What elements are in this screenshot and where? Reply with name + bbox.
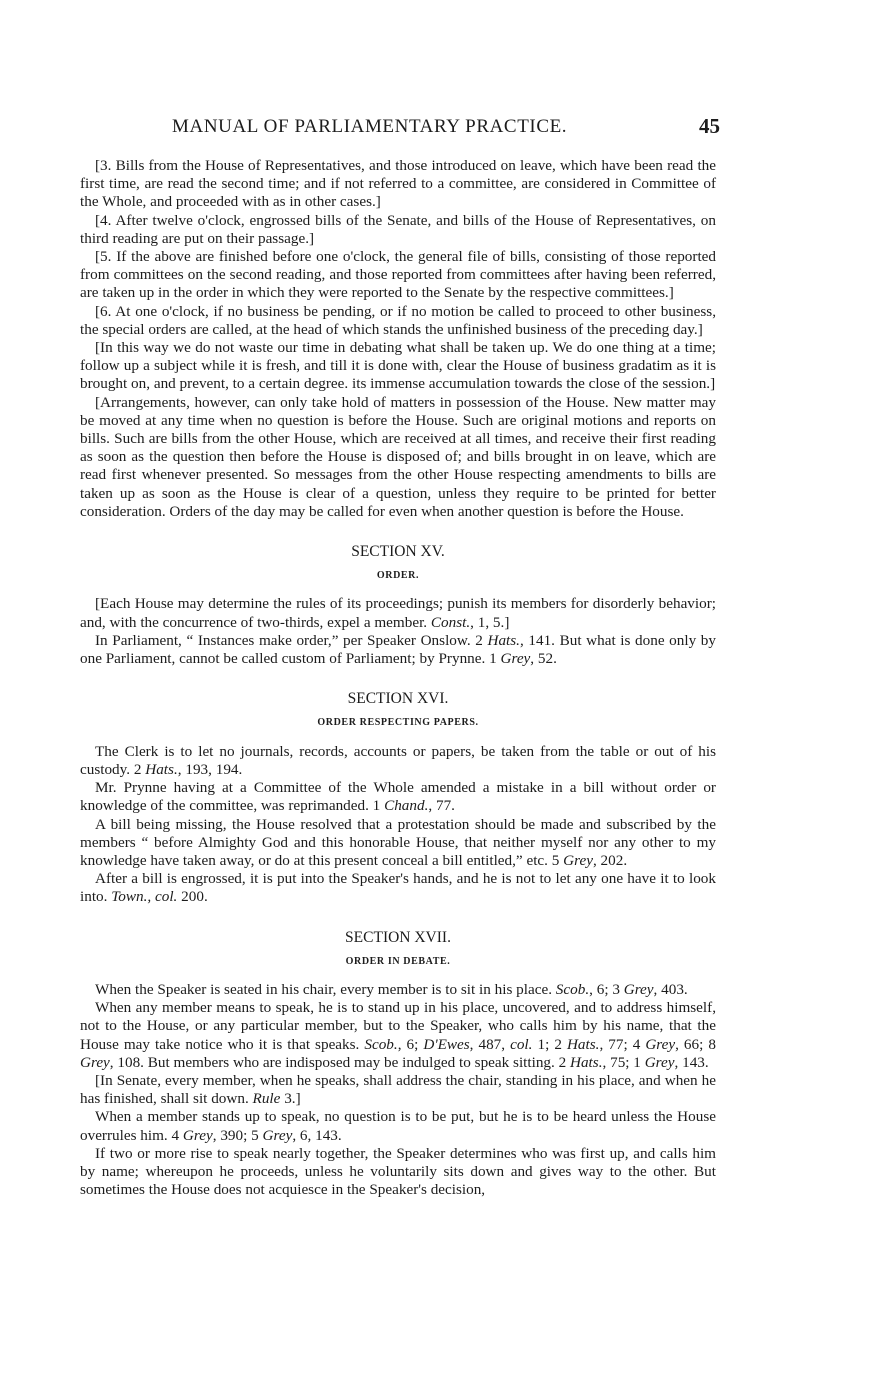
paragraph-waste-time: [In this way we do not waste our time in debating what shall be taken up. We do one thing at a time; follow up a subject while it is fresh, and till it is done with, clear the House of business gradatim as it is brought on, and prevent, to a certain degree. its immense accumulation towards the close of the session.] [80, 339, 716, 393]
text-run: , 141. But what is done only by one Parliament, cannot be called custom of Parliament; by Prynne. 1 [80, 631, 716, 668]
citation: Town., col. [111, 888, 178, 906]
citation: Grey [500, 650, 531, 668]
text-run: , 487, [469, 1035, 511, 1053]
paragraph-rule-4: [4. After twelve o'clock, engrossed bills of the Senate, and bills of the House of Representatives, on third reading are put on their passage.] [80, 211, 716, 247]
section-xvi-paragraph-4 [80, 870, 716, 906]
citation: Rule [252, 1090, 281, 1108]
paragraph-rule-5: [5. If the above are finished before one o'clock, the general file of bills, consisting of those reported from committees on the second reading, and those reported from committees after having been referred, are taken up in the order in which they were reported to the Senate by the respective committees.] [80, 248, 716, 302]
text-run: , 6; [397, 1035, 424, 1053]
paragraph-rule-6: [6. At one o'clock, if no business be pending, or if no motion be called to proceed to other business, the special orders are called, at the head of which stands the unfinished business of the preceding day.] [80, 302, 716, 338]
citation: col. [510, 1035, 533, 1053]
text-run: In Parliament, “ Instances make order,” per Speaker Onslow. 2 [95, 631, 488, 649]
citation: Hats. [487, 631, 520, 649]
text-run: A bill being missing, the House resolved that a protestation should be made and subscribed by the members “ before Almighty God and this honorable House, that neither myself nor any other to my knowledge have taken away, or do at this present conceal a bill entitled,” etc. 5 [80, 815, 716, 869]
citation: Hats. [570, 1053, 603, 1071]
section-xv-heading: SECTION XV. [351, 543, 445, 561]
text-run: , 6, 143. [292, 1126, 342, 1144]
section-xvii-paragraph-4 [80, 1108, 716, 1144]
text-run: The Clerk is to let no journals, records, accounts or papers, be taken from the table or out of his custody. 2 [80, 742, 716, 778]
text-run: , 77; 4 [599, 1035, 646, 1053]
section-xvii-paragraph-3 [80, 1072, 716, 1108]
text-run: 3.] [280, 1090, 301, 1108]
text-run: [In Senate, every member, when he speaks, shall address the chair, standing in his place, and when he has finished, shall sit down. [80, 1071, 716, 1108]
citation: Scob. [364, 1035, 398, 1053]
section-xv-paragraph-1 [80, 595, 716, 631]
text-run: , 193, 194. [177, 760, 243, 778]
text-run: 200. [177, 888, 208, 906]
paragraph-arrangements: [Arrangements, however, can only take hold of matters in possession of the House. New matter may be moved at any time when no question is before the House. Such are original motions and reports on bills. Such are bills from the other House, which are received at all times, and receive their first reading as soon as the question then before the House is disposed of; and bills brought in on leave, which are read first whenever presented. So messages from the other House respecting amendments to bills are taken up as soon as the House is clear of a question, unless they require to be printed for better consideration. Orders of the day may be called for even when another question is before the House. [80, 393, 716, 520]
citation: Grey [262, 1126, 293, 1144]
text-run: , 6; 3 [589, 980, 624, 998]
text-run: , 66; 8 [675, 1035, 716, 1053]
text-run: , 390; 5 [212, 1126, 263, 1144]
citation: Grey [623, 980, 654, 998]
citation: Hats. [566, 1035, 600, 1053]
citation: Grey [645, 1035, 676, 1053]
section-xvi-subheading: ORDER RESPECTING PAPERS. [317, 717, 479, 729]
text-run: Mr. Prynne having at a Committee of the Whole amended a mistake in a bill without order or knowledge of the committee, was reprimanded. 1 [80, 779, 716, 815]
running-head: MANUAL OF PARLIAMENTARY PRACTICE. [172, 116, 568, 137]
text-run: When the Speaker is seated in his chair, every member is to sit in his place. [95, 980, 556, 998]
text-run: , 75; 1 [602, 1053, 645, 1071]
text-run: , 77. [428, 797, 455, 815]
page-number: 45 [699, 114, 720, 138]
section-xvii-subheading: ORDER IN DEBATE. [345, 955, 451, 967]
citation: Grey [80, 1053, 110, 1071]
citation: Grey [644, 1053, 675, 1071]
section-xvi-heading: SECTION XVI. [347, 690, 449, 708]
section-xv-paragraph-2 [80, 632, 716, 668]
section-xvii-paragraph-5: If two or more rise to speak nearly together, the Speaker determines who was first up, and calls him by name; whereupon he proceeds, unless he voluntarily sits down and gives way to the other. But sometimes the House does not acquiesce in the Speaker's decision, [80, 1144, 716, 1199]
page-body [80, 157, 716, 1199]
section-xvii-paragraph-2 [80, 999, 716, 1072]
section-xvi-paragraph-2 [80, 779, 716, 815]
text-run: , 202. [592, 851, 628, 869]
citation: Chand. [384, 797, 429, 815]
text-run: When a member stands up to speak, no question is to be put, but he is to be heard unless the House overrules him. 4 [80, 1108, 716, 1144]
section-xv-subheading: ORDER. [376, 570, 420, 582]
text-run: , 143. [674, 1053, 709, 1071]
paragraph-rule-3: [3. Bills from the House of Representatives, and those introduced on leave, which have been read the first time, are read the second time; and if not referred to a committee, are considered in Committee of the Whole, and proceeded with as in other cases.] [80, 157, 716, 211]
text-run: , 52. [530, 650, 557, 668]
text-run: , 403. [653, 980, 688, 998]
section-xvii-paragraph-1 [80, 981, 716, 999]
citation: Scob. [555, 980, 590, 998]
text-run: , 108. But members who are indisposed may be indulged to speak sitting. 2 [109, 1053, 570, 1071]
citation: Hats. [145, 760, 178, 778]
citation: D'Ewes [423, 1035, 470, 1053]
text-run: When any member means to speak, he is to stand up in his place, uncovered, and to address himself, not to the House, or any particular member, but to the Speaker, who calls him by his name, that the House may take notice who it is that speaks. [80, 999, 716, 1053]
text-run: , 1, 5.] [470, 613, 510, 631]
section-xvi-paragraph-3 [80, 816, 716, 871]
section-xvii-heading: SECTION XVII. [345, 928, 451, 946]
page-header [160, 116, 720, 140]
text-run: 1; 2 [532, 1035, 567, 1053]
text-run: After a bill is engrossed, it is put into the Speaker's hands, and he is not to let any one have it to look into. [80, 870, 716, 906]
citation: Grey [182, 1126, 213, 1144]
citation: Const. [430, 613, 471, 631]
citation: Grey [563, 851, 593, 869]
section-xvi-paragraph-1 [80, 743, 716, 779]
text-run: [Each House may determine the rules of its proceedings; punish its members for disorderly behavior; and, with the concurrence of two-thirds, expel a member. [80, 595, 716, 631]
